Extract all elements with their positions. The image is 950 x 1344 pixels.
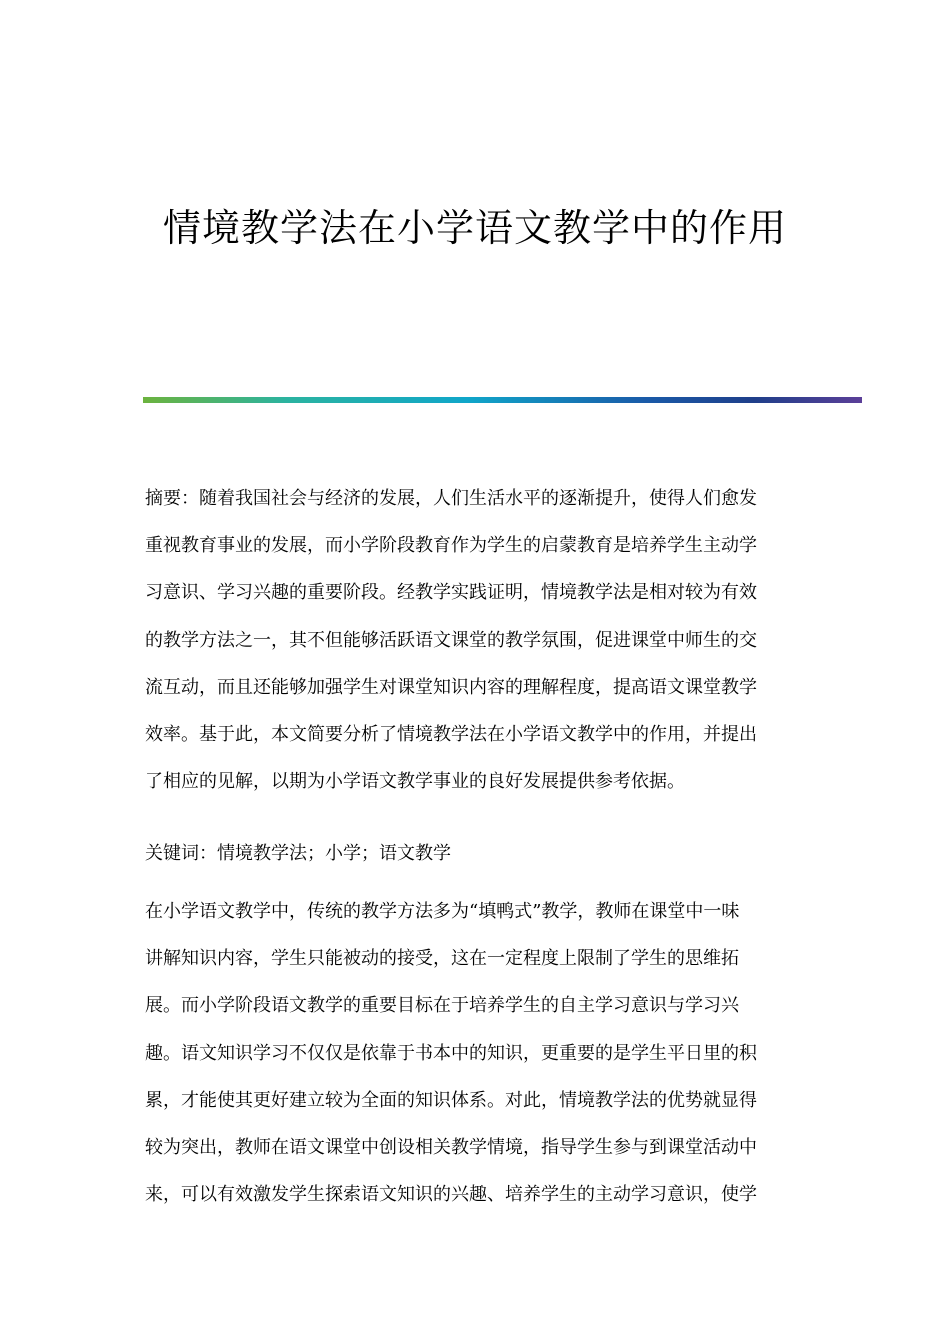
abstract-line: 的教学方法之一，其不但能够活跃语文课堂的教学氛围，促进课堂中师生的交 [145, 629, 757, 651]
keywords-line: 关键词：情境教学法；小学；语文教学 [145, 843, 451, 864]
paragraph-line: 来，可以有效激发学生探索语文知识的兴趣、培养学生的主动学习意识，使学 [145, 1184, 757, 1206]
abstract [145, 475, 795, 805]
abstract-line: 流互动，而且还能够加强学生对课堂知识内容的理解程度，提高语文课堂教学 [145, 676, 757, 698]
abstract-line: 摘要：随着我国社会与经济的发展，人们生活水平的逐渐提升，使得人们愈发 [145, 488, 757, 509]
abstract-line: 效率。基于此，本文简要分析了情境教学法在小学语文教学中的作用，并提出 [145, 724, 757, 746]
paragraph-line: 趣。语文知识学习不仅仅是依靠于书本中的知识，更重要的是学生平日里的积 [145, 1042, 757, 1064]
paragraph-line: 讲解知识内容，学生只能被动的接受，这在一定程度上限制了学生的思维拓 [145, 948, 739, 970]
paragraph-line: 累，才能使其更好建立较为全面的知识体系。对此，情境教学法的优势就显得 [145, 1089, 757, 1111]
body-paragraph [145, 888, 795, 1218]
abstract-line: 重视教育事业的发展，而小学阶段教育作为学生的启蒙教育是培养学生主动学 [145, 535, 757, 557]
paragraph-line: 较为突出，教师在语文课堂中创设相关教学情境，指导学生参与到课堂活动中 [145, 1137, 757, 1159]
abstract-line: 习意识、学习兴趣的重要阶段。经教学实践证明，情境教学法是相对较为有效 [145, 582, 757, 604]
paragraph-line: 展。而小学阶段语文教学的重要目标在于培养学生的自主学习意识与学习兴 [145, 995, 739, 1017]
title-divider-gradient [143, 397, 862, 403]
keywords [145, 830, 795, 877]
abstract-line: 了相应的见解，以期为小学语文教学事业的良好发展提供参考依据。 [145, 771, 685, 793]
paragraph-line: 在小学语文教学中，传统的教学方法多为“填鸭式”教学，教师在课堂中一味 [145, 901, 740, 922]
document-title: 情境教学法在小学语文教学中的作用 [162, 206, 787, 250]
